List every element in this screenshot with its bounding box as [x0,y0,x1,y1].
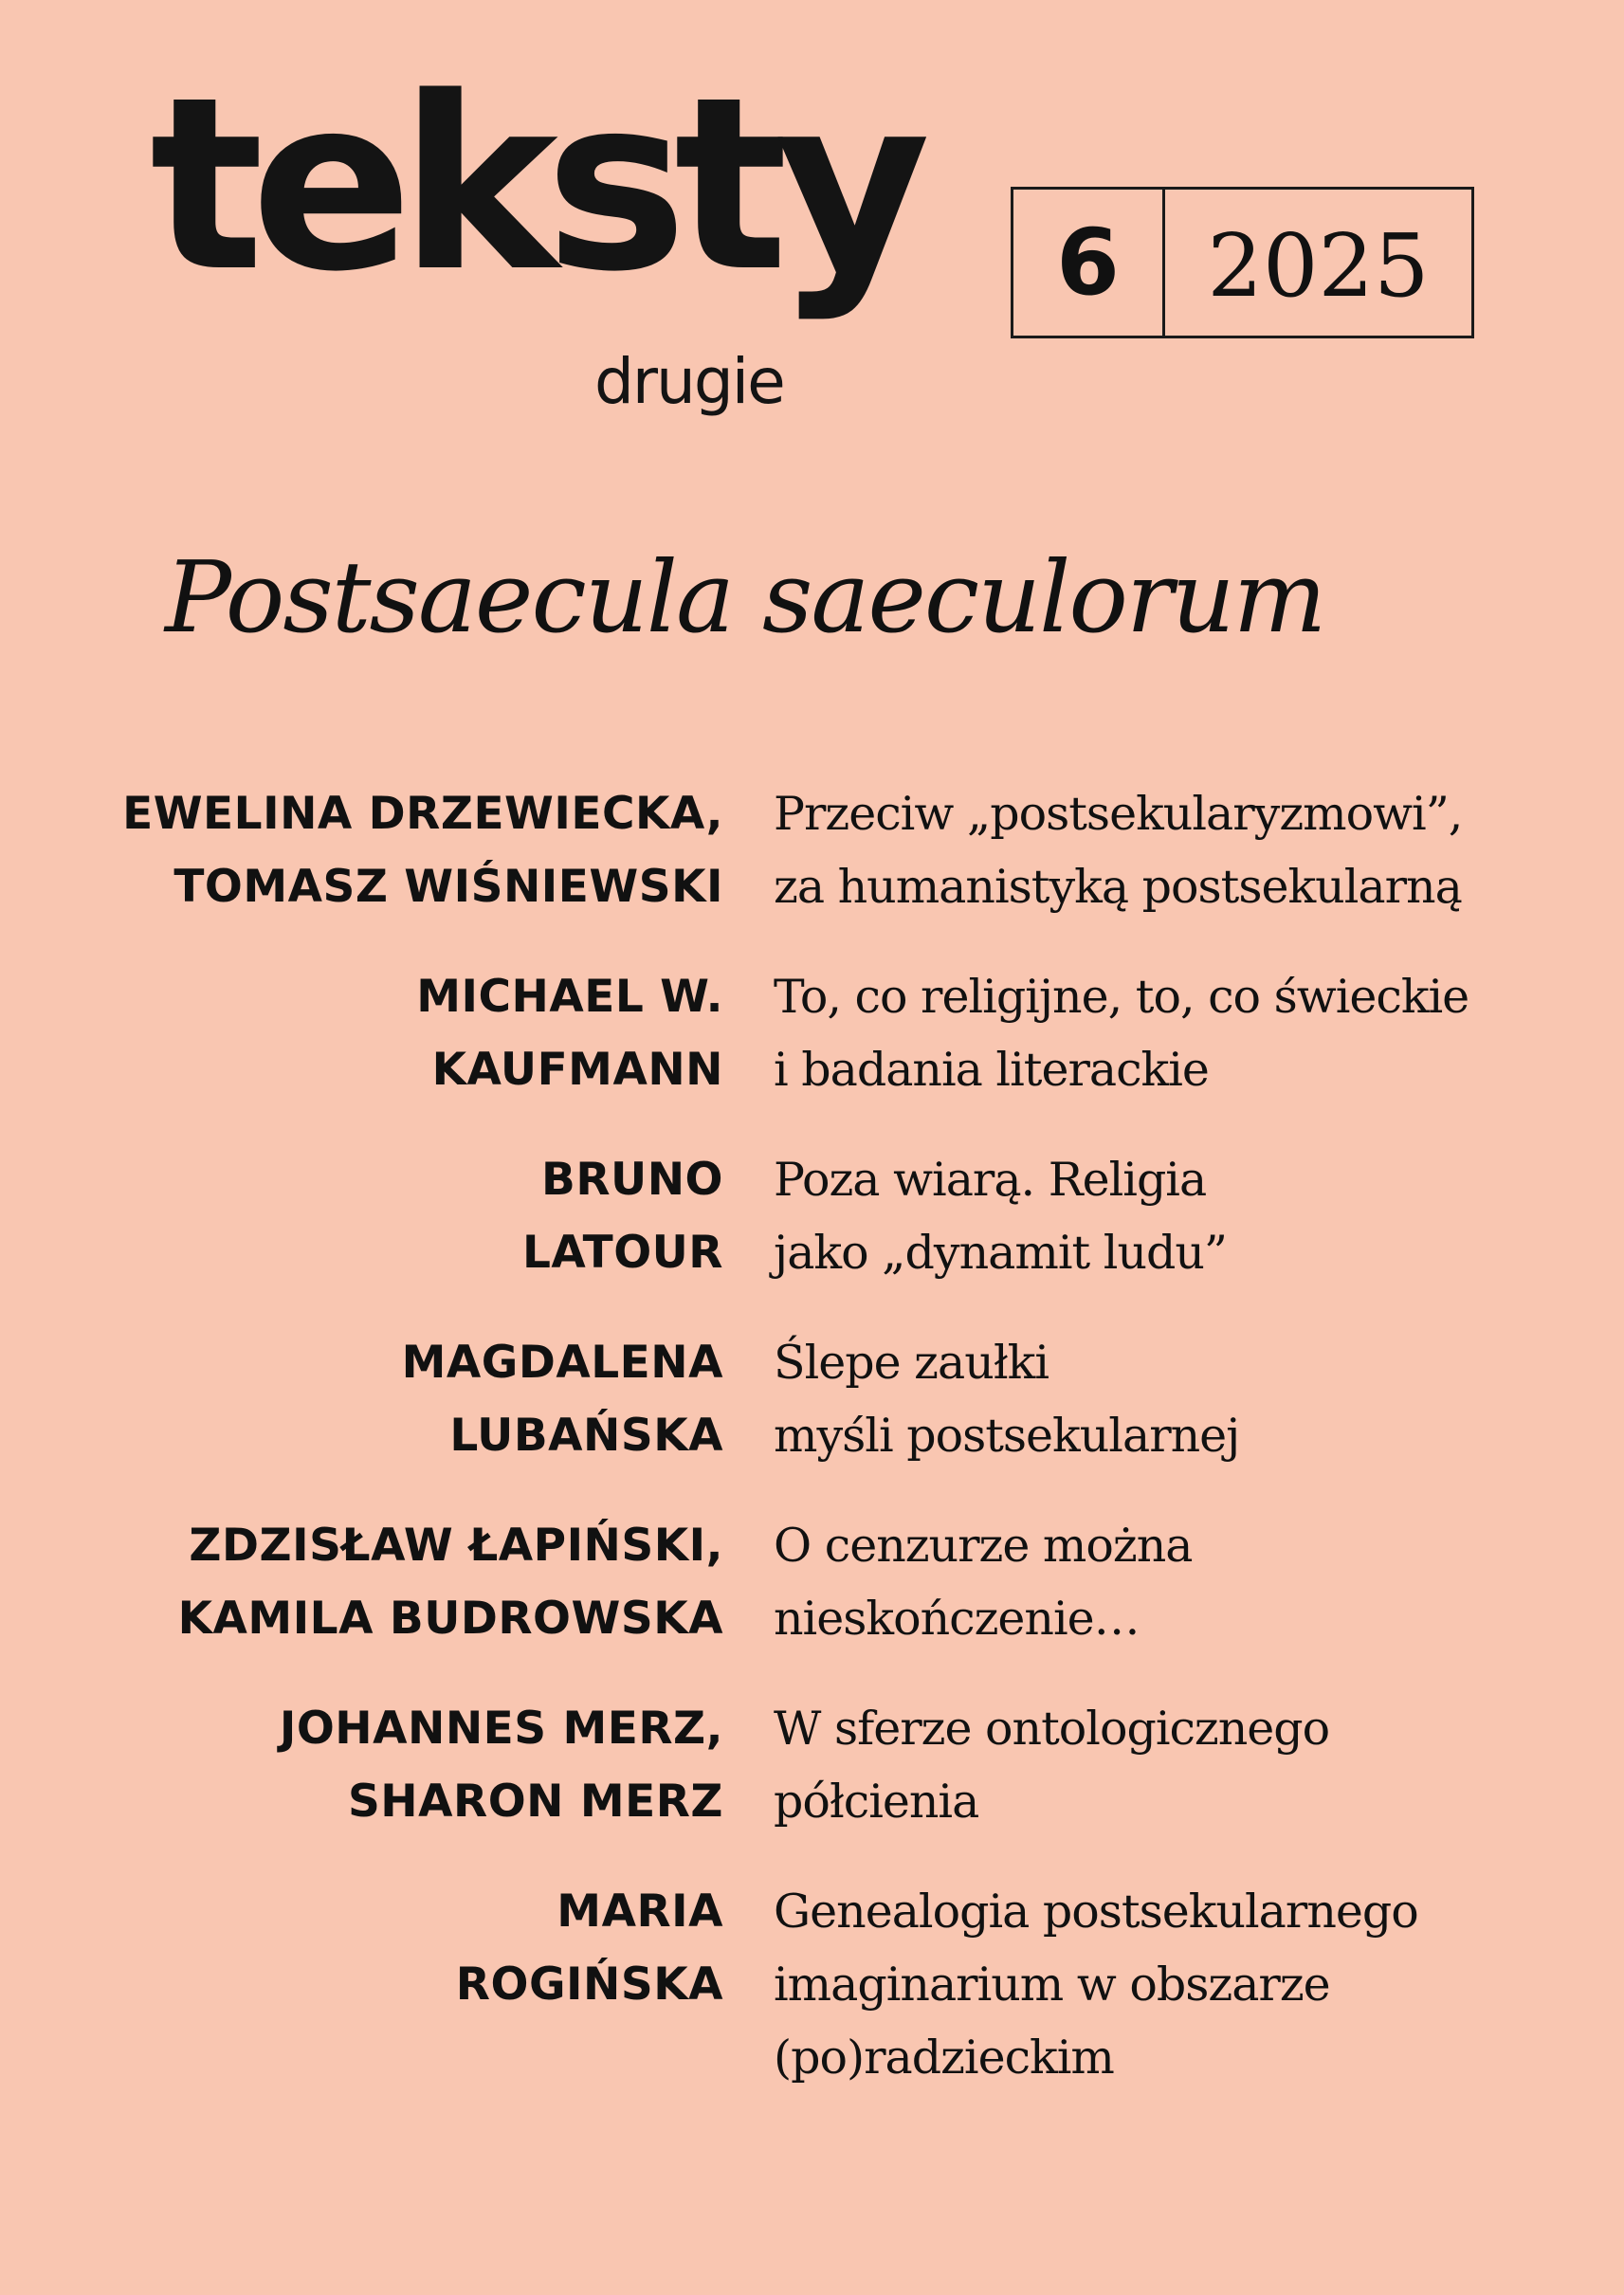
title-line: W sferze ontologicznego [774,1702,1330,1756]
author-line: BRUNO [541,1154,723,1206]
toc-title [774,1326,1239,1472]
toc-authors [456,1875,723,2021]
title-line: Przeciw „postsekularyzmowi”, [774,787,1463,841]
author-line: LATOUR [521,1227,723,1279]
author-line: SHARON MERZ [347,1776,723,1828]
title-line: Poza wiarą. Religia [774,1153,1207,1207]
toc-title [774,1692,1329,1838]
author-line: ZDZISŁAW ŁAPIŃSKI, [189,1520,723,1572]
title-line: Genealogia postsekularnego [774,1885,1418,1939]
author-line: KAUFMANN [431,1044,723,1096]
masthead [0,0,1624,455]
title-line: To, co religijne, to, co świeckie [774,970,1469,1024]
toc-title [774,1509,1193,1655]
title-line: i badania literackie [774,1043,1209,1097]
issue-title: Postsaecula saeculorum [165,539,1325,655]
author-line: MAGDALENA [401,1337,723,1389]
issue-year: 2025 [1207,215,1430,317]
title-line: nieskończenie… [774,1592,1140,1646]
issue-number: 6 [1013,190,1165,336]
toc-authors [280,1692,723,1838]
title-line: półcienia [774,1775,979,1829]
toc-authors [416,960,723,1106]
toc-authors [402,1326,723,1472]
author-line: LUBAŃSKA [449,1410,723,1462]
title-line: O cenzurze można [774,1519,1193,1573]
author-line: TOMASZ WIŚNIEWSKI [173,861,723,913]
toc-authors [122,777,723,923]
toc-title [774,1143,1227,1289]
title-line: jako „dynamit ludu” [774,1226,1227,1280]
journal-logo: teksty [150,46,918,324]
title-line: (po)radzieckim [774,2031,1114,2085]
journal-logo-subtitle: drugie [594,345,784,418]
toc-title [774,777,1462,923]
title-line: myśli postsekularnej [774,1409,1240,1463]
author-line: KAMILA BUDROWSKA [177,1593,723,1645]
title-line: za humanistyką postsekularną [774,860,1462,914]
title-line: Ślepe zaułki [774,1336,1049,1390]
author-line: ROGIŃSKA [455,1958,723,2011]
author-line: MARIA [557,1885,723,1938]
toc-title [774,1875,1418,2094]
author-line: EWELINA DRZEWIECKA, [122,788,723,840]
title-line: imaginarium w obszarze [774,1958,1330,2012]
toc-authors [522,1143,723,1289]
toc-title [774,960,1469,1106]
toc-authors [178,1509,723,1655]
author-line: MICHAEL W. [416,971,723,1023]
issue-box [1011,187,1474,338]
author-line: JOHANNES MERZ, [279,1703,723,1755]
